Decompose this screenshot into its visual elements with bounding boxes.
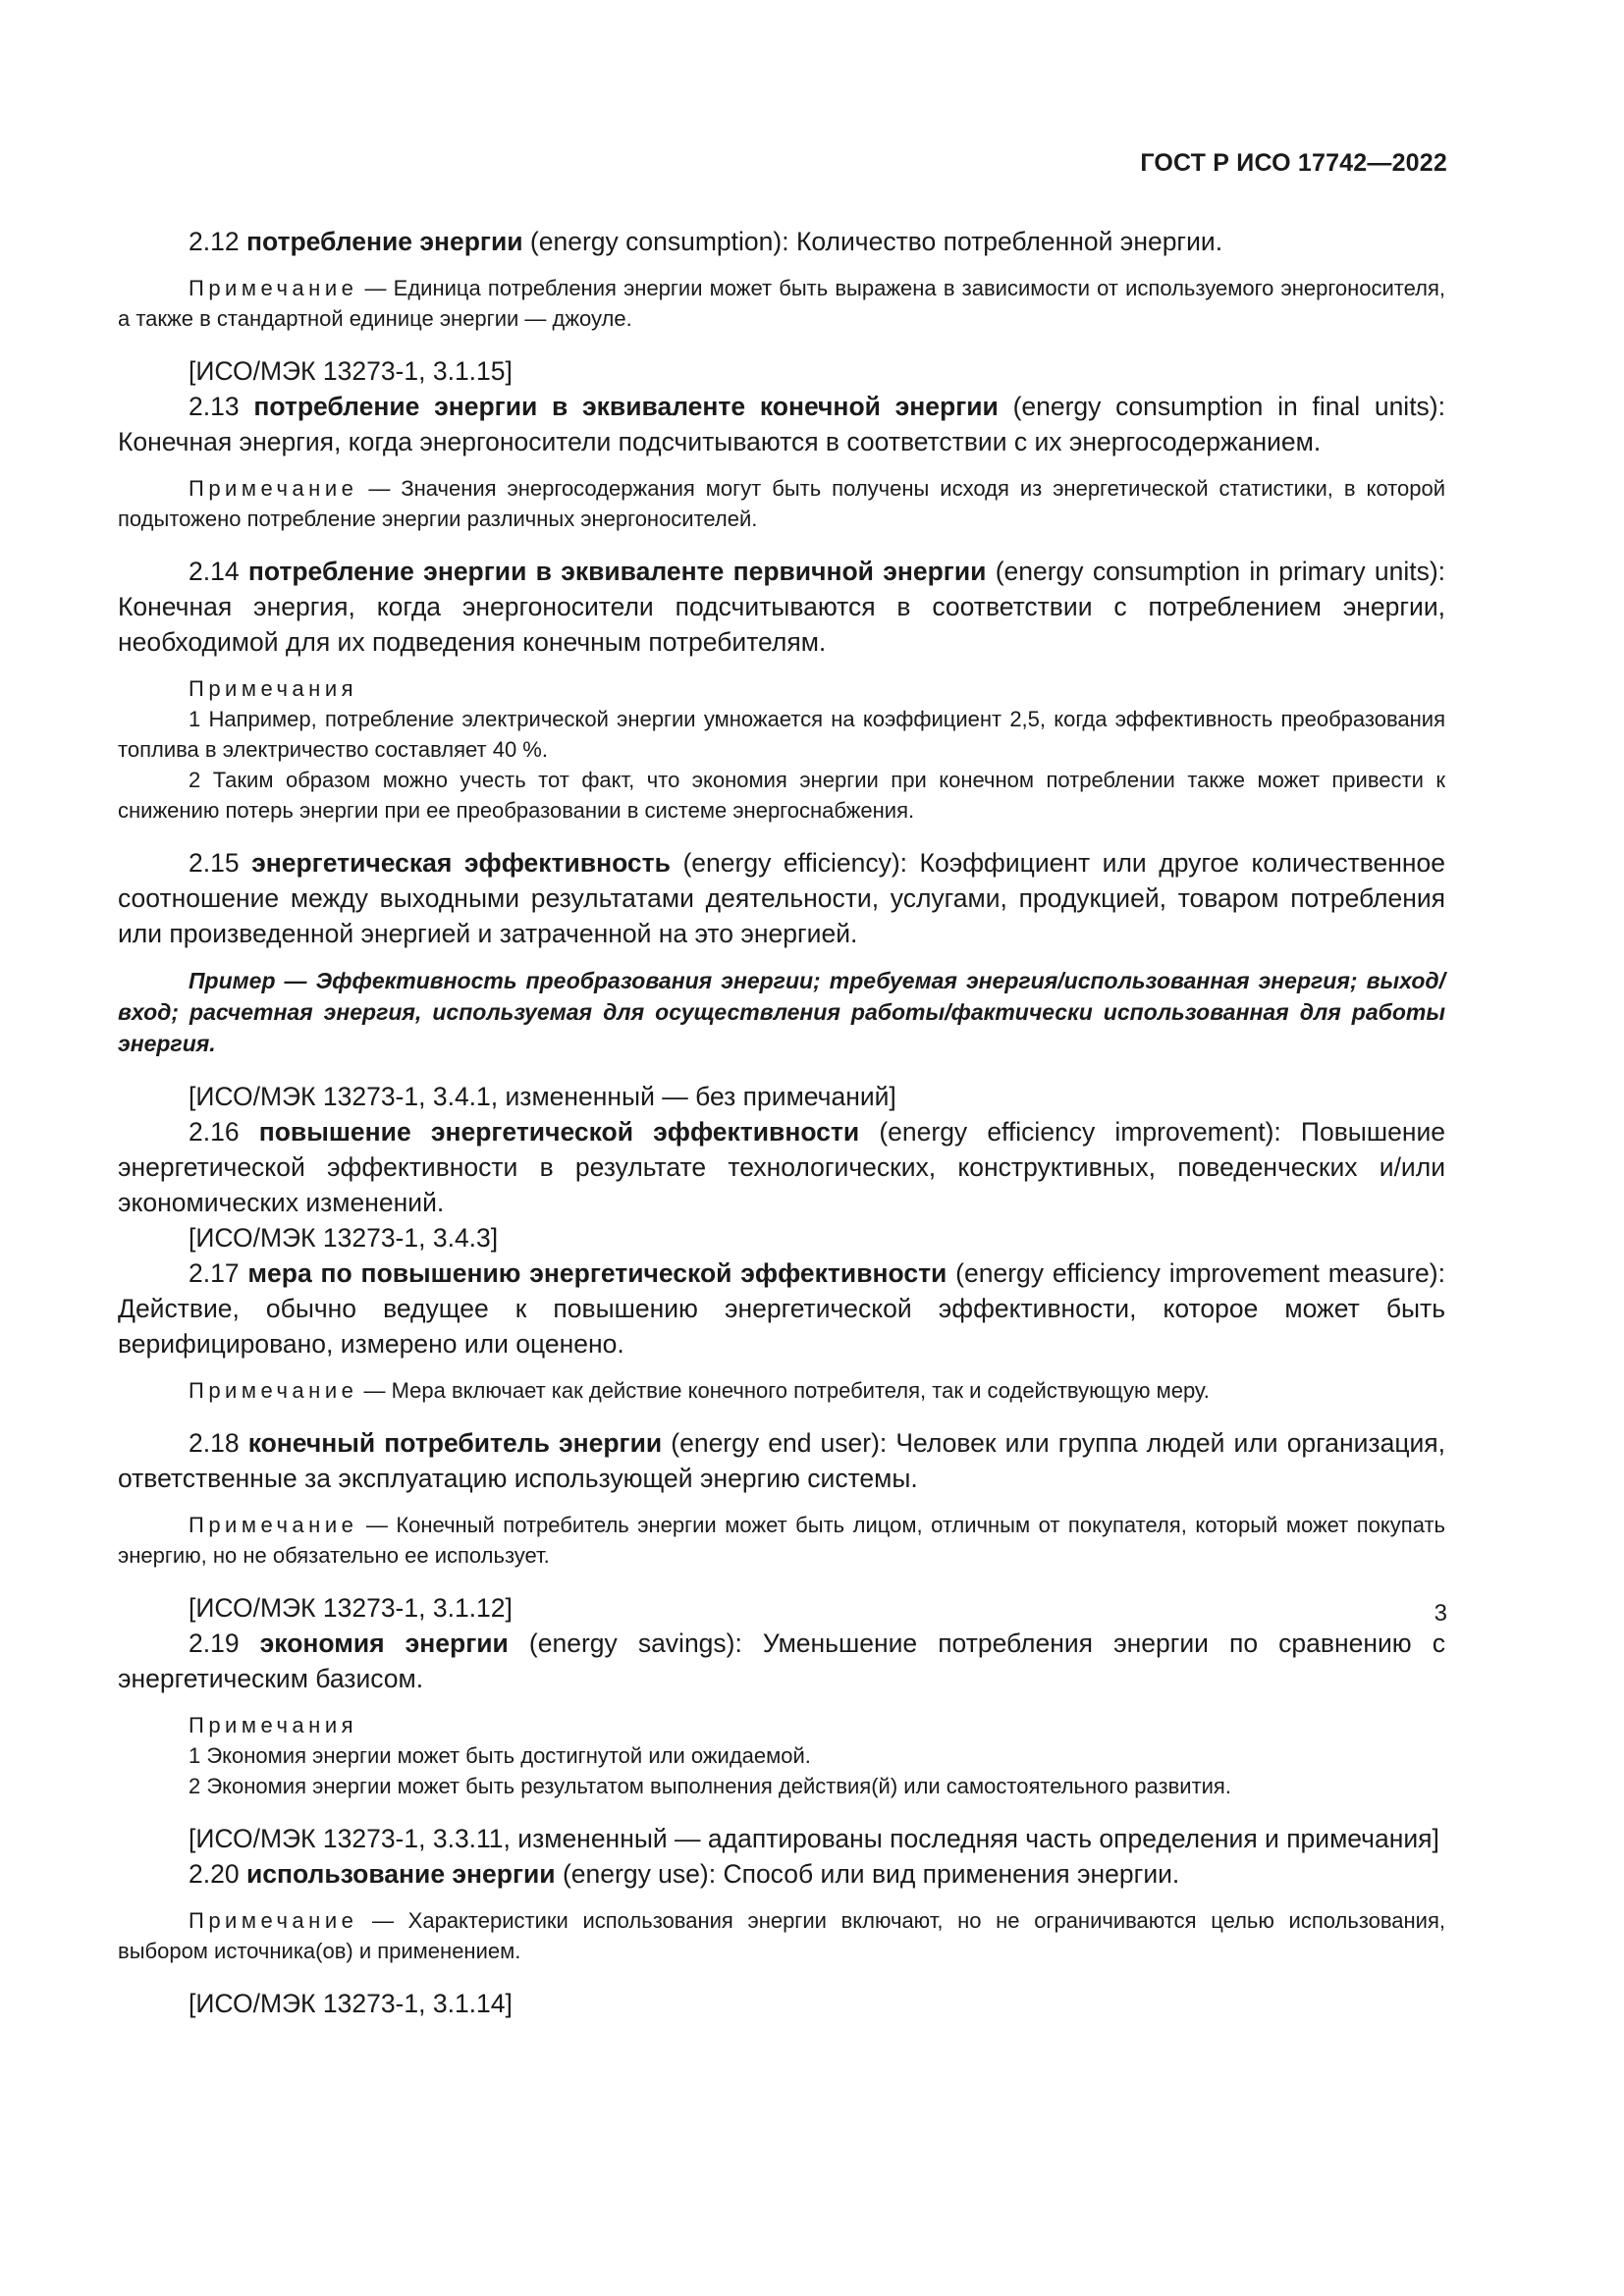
term-title: использование энергии — [245, 1859, 556, 1889]
term-2-17: 2.17 мера по повышению энергетической эффективности (energy efficiency improvement measure): Действие, обычно ведущее к повышению энергетической эффективности, которое может быть верифицировано, измерено или оценено. — [118, 1258, 1445, 1359]
term-title: потребление энергии в эквиваленте первичной энергии — [247, 557, 987, 586]
term-title: экономия энергии — [259, 1629, 509, 1658]
note-2-13: Примечание — Значения энергосодержания могут быть получены исходя из энергетической статистики, в которой подытожено потребление энергии различных энергоносителей. — [118, 476, 1445, 531]
term-2-12: 2.12 потребление энергии (energy consumption): Количество потребленной энергии. — [189, 227, 1223, 256]
term-title: энергетическая эффективность — [251, 848, 671, 878]
term-2-19: 2.19 экономия энергии (energy savings): Уменьшение потребления энергии по сравнению с энергетическим базисом. — [118, 1629, 1445, 1693]
page-number: 3 — [1434, 1600, 1447, 1627]
notes-label: Примечания — [189, 1713, 358, 1737]
term-2-16: 2.16 повышение энергетической эффективности (energy efficiency improvement): Повышение энергетической эффективности в результате технологических, конструктивных, поведенческих и/или экономических изменений. — [118, 1117, 1445, 1217]
note-2-17: Примечание — Мера включает как действие конечного потребителя, так и содействующую меру. — [189, 1378, 1210, 1403]
notes-label-2-14 — [118, 673, 1445, 704]
term-title: потребление энергии в эквиваленте конечной энергии — [253, 392, 999, 421]
note-2-12: Примечание — Единица потребления энергии может быть выражена в зависимости от используемого энергоносителя, а также в стандартной единице энергии — джоуле. — [118, 276, 1445, 331]
note-2-18: Примечание — Конечный потребитель энергии может быть лицом, отличным от покупателя, который может покупать энергию, но не обязательно ее использует. — [118, 1513, 1445, 1568]
term-2-13: 2.13 потребление энергии в эквиваленте конечной энергии (energy consumption in final units): Конечная энергия, когда энергоносители подсчитываются в соответствии с их энергосодержанием. — [118, 392, 1445, 456]
term-title: мера по повышению энергетической эффективности — [247, 1258, 947, 1288]
note-2-19-2: 2 Экономия энергии может быть результатом выполнения действия(й) или самостоятельного развития. — [189, 1774, 1231, 1798]
notes-label-2-19 — [118, 1710, 1445, 1740]
document-body — [118, 224, 1445, 2021]
notes-label: Примечания — [189, 676, 358, 701]
term-2-20: 2.20 использование энергии (energy use): Способ или вид применения энергии. — [189, 1859, 1180, 1889]
term-2-14: 2.14 потребление энергии в эквиваленте первичной энергии (energy consumption in primary units): Конечная энергия, когда энергоносители подсчитываются в соответствии с потреблением энергии, необходимой для их подведения конечным потребителям. — [118, 557, 1446, 657]
note-2-19-1: 1 Экономия энергии может быть достигнутой или ожидаемой. — [189, 1743, 811, 1768]
reference-2-18: [ИСО/МЭК 13273-1, 3.1.12] — [189, 1593, 513, 1623]
term-title: потребление энергии — [245, 227, 523, 256]
term-title: конечный потребитель энергии — [247, 1428, 663, 1458]
note-2-20: Примечание — Характеристики использования энергии включают, но не ограничиваются целью использования, выбором источника(ов) и применением. — [118, 1908, 1445, 1963]
reference-2-12: [ИСО/МЭК 13273-1, 3.1.15] — [189, 356, 513, 386]
note-label: Примечание — [189, 276, 358, 300]
note-2-14-1: 1 Например, потребление электрической энергии умножается на коэффициент 2,5, когда эффективность преобразования топлива в электричество составляет 40 %. — [118, 707, 1445, 762]
example-2-15: Пример — Эффективность преобразования энергии; требуемая энергия/использованная энергия; выход/вход; расчетная энергия, используемая для осуществления работы/фактически использованная для работы энергия. — [118, 968, 1445, 1056]
note-label: Примечание — [189, 476, 358, 501]
reference-2-15: [ИСО/МЭК 13273-1, 3.4.1, измененный — без примечаний] — [189, 1082, 896, 1111]
note-label: Примечание — [189, 1908, 358, 1933]
document-header: ГОСТ Р ИСО 17742—2022 — [1140, 149, 1447, 177]
note-2-14-2: 2 Таким образом можно учесть тот факт, что экономия энергии при конечном потреблении также может привести к снижению потерь энергии при ее преобразовании в системе энергоснабжения. — [118, 768, 1445, 823]
reference-2-20: [ИСО/МЭК 13273-1, 3.1.14] — [189, 1989, 513, 2018]
reference-2-19: [ИСО/МЭК 13273-1, 3.3.11, измененный — адаптированы последняя часть определения и примечания] — [189, 1824, 1439, 1853]
reference-2-16: [ИСО/МЭК 13273-1, 3.4.3] — [189, 1223, 499, 1253]
note-label: Примечание — [189, 1513, 358, 1537]
term-title: повышение энергетической эффективности — [258, 1117, 860, 1147]
note-label: Примечание — [189, 1378, 358, 1403]
term-2-18: 2.18 конечный потребитель энергии (energy end user): Человек или группа людей или организация, ответственные за эксплуатацию использующей энергию системы. — [118, 1428, 1446, 1493]
term-2-15: 2.15 энергетическая эффективность (energy efficiency): Коэффициент или другое количественное соотношение между выходными результатами деятельности, услугами, продукцией, товаром потребления или произведенной энергией и затраченной на это энергией. — [118, 848, 1445, 948]
